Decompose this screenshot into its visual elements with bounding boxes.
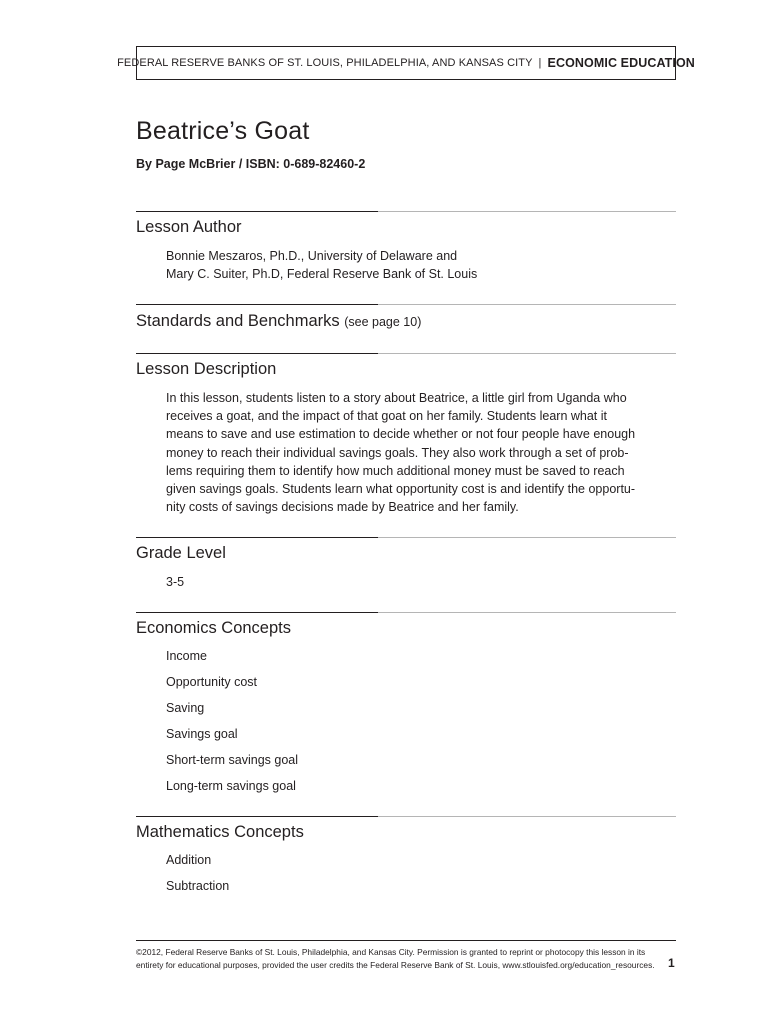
economics-concepts-list [166, 648, 298, 804]
list-item: Income [166, 649, 207, 663]
copyright-notice [136, 946, 656, 971]
standards-heading-text: Standards and Benchmarks [136, 312, 340, 330]
mathematics-concepts-list [166, 852, 229, 904]
economics-concepts-heading: Economics Concepts [136, 619, 291, 637]
header-separator: | [538, 57, 542, 69]
list-item: Opportunity cost [166, 675, 258, 689]
description-line: given savings goals. Students learn what opportunity cost is and identify the opportu- [166, 482, 636, 497]
standards-heading [136, 312, 421, 331]
grade-level-heading: Grade Level [136, 544, 226, 562]
section-divider [136, 537, 676, 538]
section-divider [136, 304, 676, 305]
section-divider [136, 353, 676, 354]
description-line: receives a goat, and the impact of that goat on her family. Students learn what it [166, 409, 607, 424]
description-line: money to reach their individual savings goals. They also work through a set of prob- [166, 445, 629, 460]
lesson-author-line: Bonnie Meszaros, Ph.D., University of Delaware and [166, 249, 458, 263]
header-program: ECONOMIC EDUCATION [547, 56, 695, 70]
description-line: lems requiring them to identify how much additional money must be saved to reach [166, 463, 625, 478]
page-number: 1 [668, 956, 675, 970]
publisher-header [117, 46, 695, 80]
list-item: Savings goal [166, 727, 238, 741]
description-line: means to save and use estimation to decide whether or not four people have enough [166, 427, 636, 442]
list-item: Subtraction [166, 879, 230, 893]
list-item: Saving [166, 701, 205, 715]
list-item: Addition [166, 853, 212, 867]
list-item: Long-term savings goal [166, 779, 296, 793]
book-title: Beatrice’s Goat [136, 117, 310, 145]
grade-level-value: 3-5 [166, 575, 185, 589]
header-organizations: FEDERAL RESERVE BANKS OF ST. LOUIS, PHILADELPHIA, AND KANSAS CITY [117, 57, 533, 69]
list-item: Short-term savings goal [166, 753, 299, 767]
description-line: nity costs of savings decisions made by Beatrice and her family. [166, 500, 519, 515]
copyright-line: ©2012, Federal Reserve Banks of St. Louis, Philadelphia, and Kansas City. Permission is granted to reprint or photocopy this lesson in its [136, 947, 646, 957]
lesson-description-text [166, 389, 676, 516]
section-divider [136, 612, 676, 613]
section-divider [136, 211, 676, 212]
standards-page-reference: (see page 10) [344, 315, 422, 329]
copyright-line: entirety for educational purposes, provided the user credits the Federal Reserve Bank of St. Louis, www.stlouisfed.org/education_resources. [136, 959, 655, 970]
section-divider [136, 816, 676, 817]
lesson-author-heading: Lesson Author [136, 218, 242, 236]
description-line: In this lesson, students listen to a story about Beatrice, a little girl from Uganda who [166, 391, 627, 405]
footer-divider [136, 940, 676, 941]
lesson-author-line: Mary C. Suiter, Ph.D, Federal Reserve Bank of St. Louis [166, 267, 478, 282]
book-byline: By Page McBrier / ISBN: 0-689-82460-2 [136, 157, 366, 171]
mathematics-concepts-heading: Mathematics Concepts [136, 823, 304, 841]
lesson-description-heading: Lesson Description [136, 360, 277, 378]
lesson-author-text [166, 247, 676, 283]
